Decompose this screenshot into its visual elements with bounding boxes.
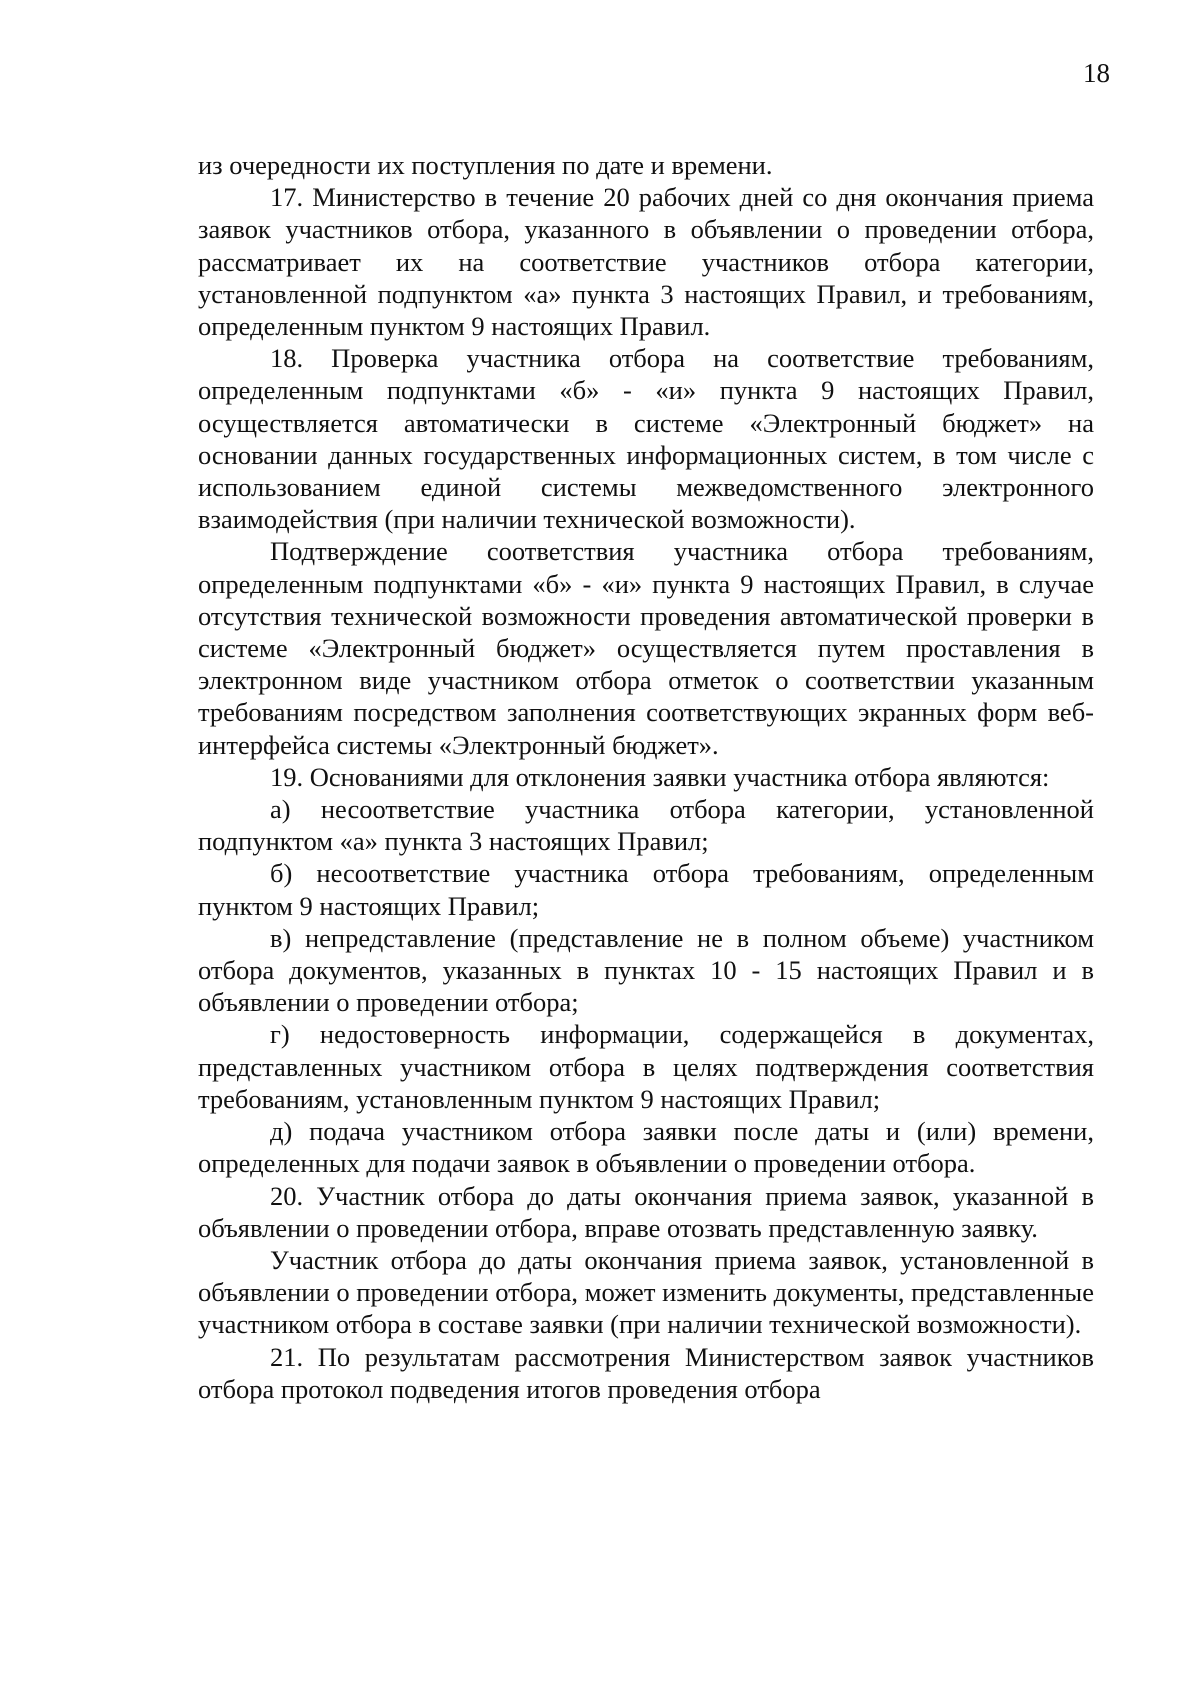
subitem-b: б) несоответствие участника отбора требованиям, определенным пунктом 9 настоящих Правил; [198,858,1094,921]
paragraph-item-17: 17. Министерство в течение 20 рабочих дней со дня окончания приема заявок участников отбора, указанного в объявлении о проведении отбора, рассматривает их на соответствие участников отбора категории, установленной подпунктом «а» пункта 3 настоящих Правил, и требованиям, определенным пунктом 9 настоящих Правил. [198,182,1094,342]
paragraph-confirmation: Подтверждение соответствия участника отбора требованиям, определенным подпунктами «б» - «и» пункта 9 настоящих Правил, в случае отсутствия технической возможности проведения автоматической проверки в системе «Электронный бюджет» осуществляется путем проставления в электронном виде участником отбора отметок о соответствии указанным требованиям посредством заполнения соответствующих экранных форм веб-интерфейса системы «Электронный бюджет». [198,536,1094,760]
page-number: 18 [1083,58,1110,88]
paragraph-item-21: 21. По результатам рассмотрения Министерством заявок участников отбора протокол подведения итогов проведения отбора [198,1341,1094,1404]
document-body [198,149,1094,1405]
subitem-d: д) подача участником отбора заявки после даты и (или) времени, определенных для подачи заявок в объявлении о проведении отбора. [198,1116,1094,1179]
paragraph-continuation: из очередности их поступления по дате и времени. [198,150,773,180]
subitem-g: г) недостоверность информации, содержащейся в документах, представленных участником отбора в целях подтверждения соответствия требованиям, установленным пунктом 9 настоящих Правил; [198,1019,1094,1114]
paragraph-item-19: 19. Основаниями для отклонения заявки участника отбора являются: [270,761,1050,792]
subitem-a: а) несоответствие участника отбора категории, установленной подпунктом «а» пункта 3 настоящих Правил; [198,794,1094,857]
paragraph-item-20: 20. Участник отбора до даты окончания приема заявок, указанной в объявлении о проведении отбора, вправе отозвать представленную заявку. [198,1180,1094,1243]
paragraph-item-18: 18. Проверка участника отбора на соответствие требованиям, определенным подпунктами «б» - «и» пункта 9 настоящих Правил, осуществляется автоматически в системе «Электронный бюджет» на основании данных государственных информационных систем, в том числе с использованием единой системы межведомственного электронного взаимодействия (при наличии технической возможности). [198,343,1094,535]
paragraph-document-change: Участник отбора до даты окончания приема заявок, установленной в объявлении о проведении отбора, может изменить документы, представленные участником отбора в составе заявки (при наличии технической возможности). [198,1244,1094,1340]
subitem-v: в) непредставление (представление не в полном объеме) участником отбора документов, указанных в пунктах 10 - 15 настоящих Правил и в объявлении о проведении отбора; [198,922,1094,1018]
